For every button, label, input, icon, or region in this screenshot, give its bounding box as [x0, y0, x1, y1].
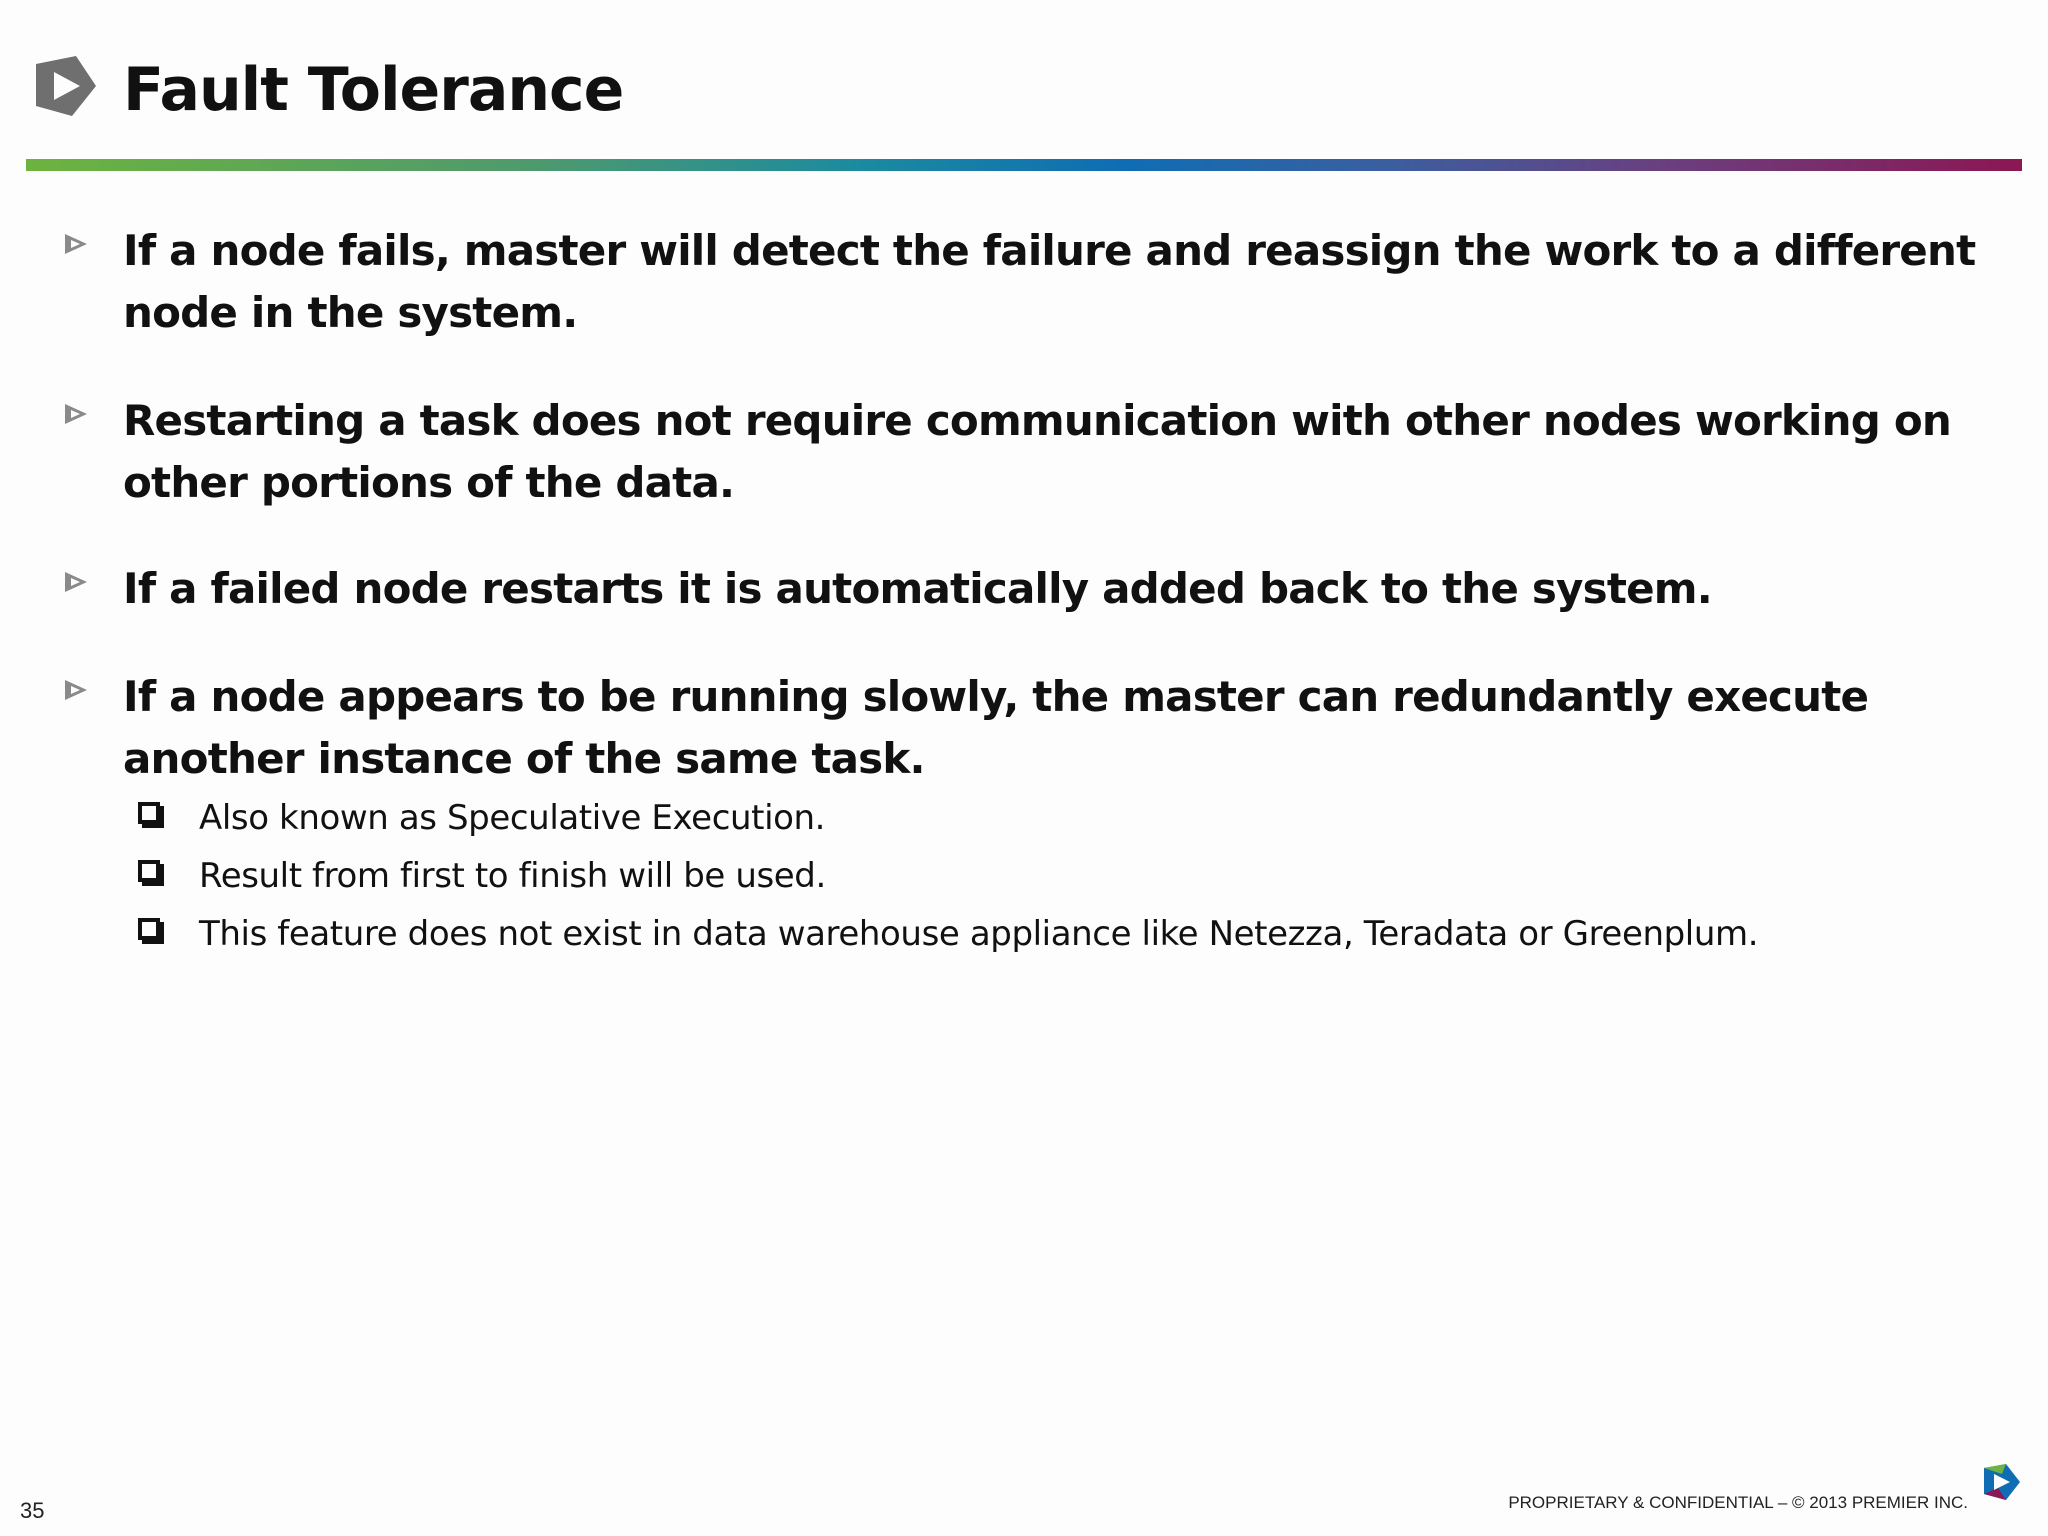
sub-bullet-item [0, 790, 2048, 846]
arrow-bullet-icon [62, 676, 90, 704]
sub-bullet-text: This feature does not exist in data warehouse appliance like Netezza, Teradata or Greenplum. [199, 914, 1759, 954]
arrow-bullet-icon [62, 400, 90, 428]
arrow-bullet-icon [62, 230, 90, 258]
premier-logo-icon [28, 50, 100, 122]
sub-bullet-item [0, 906, 2048, 962]
page-number: 35 [20, 1498, 45, 1523]
title-divider [26, 159, 2022, 171]
bullet-text: If a node fails, master will detect the failure and reassign the work to a different node in the system. [123, 226, 1976, 337]
checkbox-bullet-icon [138, 918, 160, 940]
sub-bullet-text: Result from first to finish will be used. [199, 856, 826, 896]
checkbox-bullet-icon [138, 802, 160, 824]
sub-bullet-text: Also known as Speculative Execution. [199, 798, 826, 838]
checkbox-bullet-icon [138, 860, 160, 882]
bullet-text: If a node appears to be running slowly, the master can redundantly execute another instance of the same task. [123, 672, 1869, 783]
confidential-notice: PROPRIETARY & CONFIDENTIAL – © 2013 PREMIER INC. [1508, 1493, 1968, 1512]
bullet-text: Restarting a task does not require communication with other nodes working on other portions of the data. [123, 396, 1951, 507]
arrow-bullet-icon [62, 568, 90, 596]
premier-logo-icon [1980, 1460, 2024, 1504]
bullet-text: If a failed node restarts it is automatically added back to the system. [123, 564, 1712, 613]
slide-title: Fault Tolerance [123, 55, 624, 125]
sub-bullet-item [0, 848, 2048, 904]
